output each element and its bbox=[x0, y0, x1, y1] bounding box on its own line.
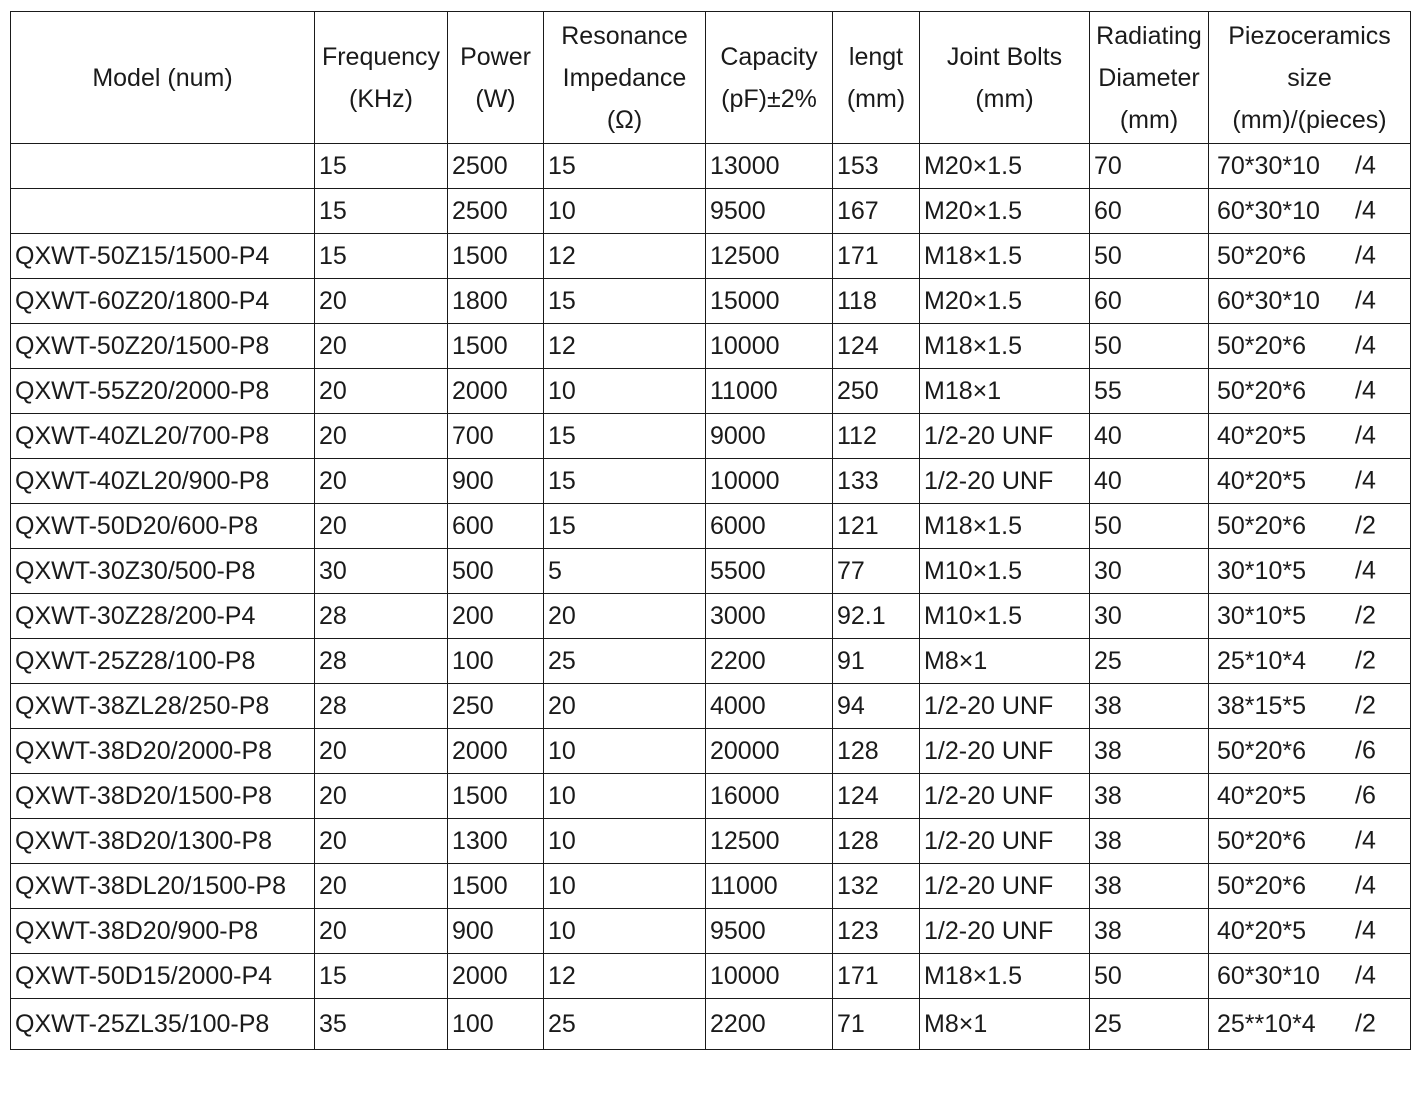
frequency-cell: 15 bbox=[315, 954, 448, 999]
piezo-size: 40*20*5 bbox=[1217, 421, 1306, 450]
capacity-cell: 10000 bbox=[706, 459, 833, 504]
model-cell: QXWT-38D20/1500-P8 bbox=[11, 774, 315, 819]
radiating-diameter-cell: 40 bbox=[1090, 414, 1209, 459]
impedance-cell: 10 bbox=[544, 189, 706, 234]
power-cell: 2000 bbox=[448, 729, 544, 774]
length-cell: 133 bbox=[833, 459, 920, 504]
piezo-size: 30*10*5 bbox=[1217, 601, 1306, 630]
impedance-cell: 15 bbox=[544, 144, 706, 189]
header-joint-bolts bbox=[920, 12, 1090, 144]
impedance-cell: 12 bbox=[544, 234, 706, 279]
piezoceramics-cell bbox=[1209, 594, 1411, 639]
capacity-cell: 6000 bbox=[706, 504, 833, 549]
radiating-diameter-cell: 50 bbox=[1090, 324, 1209, 369]
power-cell: 100 bbox=[448, 639, 544, 684]
joint-bolts-cell: M8×1 bbox=[920, 999, 1090, 1050]
power-cell: 1300 bbox=[448, 819, 544, 864]
piezoceramics-cell bbox=[1209, 639, 1411, 684]
table-row bbox=[11, 279, 1411, 324]
impedance-cell: 10 bbox=[544, 909, 706, 954]
piezo-size: 70*30*10 bbox=[1217, 151, 1320, 180]
header-model bbox=[11, 12, 315, 144]
frequency-cell: 20 bbox=[315, 774, 448, 819]
power-cell: 2000 bbox=[448, 954, 544, 999]
header-row bbox=[11, 12, 1411, 144]
piezo-pieces: /2 bbox=[1355, 601, 1376, 630]
header-piezoceramics-size bbox=[1209, 12, 1411, 144]
impedance-cell: 25 bbox=[544, 639, 706, 684]
model-cell: QXWT-30Z30/500-P8 bbox=[11, 549, 315, 594]
capacity-cell: 3000 bbox=[706, 594, 833, 639]
capacity-cell: 4000 bbox=[706, 684, 833, 729]
table-row bbox=[11, 774, 1411, 819]
table-row bbox=[11, 189, 1411, 234]
table-row bbox=[11, 684, 1411, 729]
header-impedance bbox=[544, 12, 706, 144]
power-cell: 600 bbox=[448, 504, 544, 549]
radiating-diameter-cell: 55 bbox=[1090, 369, 1209, 414]
capacity-cell: 10000 bbox=[706, 324, 833, 369]
frequency-cell: 28 bbox=[315, 639, 448, 684]
piezo-pieces: /2 bbox=[1355, 511, 1376, 540]
capacity-cell: 9500 bbox=[706, 909, 833, 954]
piezo-size: 50*20*6 bbox=[1217, 871, 1306, 900]
impedance-cell: 5 bbox=[544, 549, 706, 594]
header-radiating-diameter bbox=[1090, 12, 1209, 144]
impedance-cell: 15 bbox=[544, 279, 706, 324]
frequency-cell: 28 bbox=[315, 684, 448, 729]
header-line: (mm) bbox=[846, 84, 906, 113]
length-cell: 124 bbox=[833, 774, 920, 819]
table-row bbox=[11, 999, 1411, 1050]
piezo-pieces: /4 bbox=[1355, 961, 1376, 990]
power-cell: 2500 bbox=[448, 189, 544, 234]
frequency-cell: 20 bbox=[315, 369, 448, 414]
piezoceramics-cell bbox=[1209, 819, 1411, 864]
piezo-pieces: /6 bbox=[1355, 736, 1376, 765]
header-line: Power bbox=[460, 42, 531, 71]
frequency-cell: 20 bbox=[315, 909, 448, 954]
model-cell bbox=[11, 144, 315, 189]
length-cell: 92.1 bbox=[833, 594, 920, 639]
piezo-pieces: /4 bbox=[1355, 466, 1376, 495]
model-cell: QXWT-60Z20/1800-P4 bbox=[11, 279, 315, 324]
piezoceramics-cell bbox=[1209, 729, 1411, 774]
transducer-spec-table bbox=[10, 11, 1411, 1050]
joint-bolts-cell: 1/2-20 UNF bbox=[920, 909, 1090, 954]
radiating-diameter-cell: 38 bbox=[1090, 864, 1209, 909]
radiating-diameter-cell: 50 bbox=[1090, 234, 1209, 279]
impedance-cell: 15 bbox=[544, 414, 706, 459]
length-cell: 124 bbox=[833, 324, 920, 369]
frequency-cell: 20 bbox=[315, 864, 448, 909]
piezoceramics-cell bbox=[1209, 414, 1411, 459]
piezo-pieces: /4 bbox=[1355, 241, 1376, 270]
power-cell: 2500 bbox=[448, 144, 544, 189]
header-line: (pF)±2% bbox=[721, 84, 817, 113]
length-cell: 118 bbox=[833, 279, 920, 324]
header-line: Resonance bbox=[561, 21, 688, 50]
table-row bbox=[11, 234, 1411, 279]
frequency-cell: 35 bbox=[315, 999, 448, 1050]
header-line: (Ω) bbox=[606, 105, 643, 134]
joint-bolts-cell: 1/2-20 UNF bbox=[920, 414, 1090, 459]
impedance-cell: 10 bbox=[544, 369, 706, 414]
piezoceramics-cell bbox=[1209, 999, 1411, 1050]
joint-bolts-cell: M10×1.5 bbox=[920, 594, 1090, 639]
radiating-diameter-cell: 25 bbox=[1090, 639, 1209, 684]
radiating-diameter-cell: 38 bbox=[1090, 774, 1209, 819]
model-cell: QXWT-55Z20/2000-P8 bbox=[11, 369, 315, 414]
table-row bbox=[11, 459, 1411, 504]
capacity-cell: 12500 bbox=[706, 234, 833, 279]
piezo-pieces: /4 bbox=[1355, 421, 1376, 450]
header-line: Joint Bolts bbox=[946, 42, 1063, 71]
piezo-pieces: /4 bbox=[1355, 556, 1376, 585]
table-row bbox=[11, 864, 1411, 909]
radiating-diameter-cell: 30 bbox=[1090, 594, 1209, 639]
piezo-pieces: /6 bbox=[1355, 781, 1376, 810]
length-cell: 171 bbox=[833, 234, 920, 279]
model-cell: QXWT-50Z20/1500-P8 bbox=[11, 324, 315, 369]
piezo-size: 30*10*5 bbox=[1217, 556, 1306, 585]
length-cell: 121 bbox=[833, 504, 920, 549]
length-cell: 128 bbox=[833, 819, 920, 864]
piezo-size: 40*20*5 bbox=[1217, 781, 1306, 810]
piezo-size: 50*20*6 bbox=[1217, 331, 1306, 360]
radiating-diameter-cell: 60 bbox=[1090, 279, 1209, 324]
model-cell: QXWT-38D20/2000-P8 bbox=[11, 729, 315, 774]
capacity-cell: 10000 bbox=[706, 954, 833, 999]
length-cell: 128 bbox=[833, 729, 920, 774]
radiating-diameter-cell: 38 bbox=[1090, 729, 1209, 774]
capacity-cell: 2200 bbox=[706, 999, 833, 1050]
piezoceramics-cell bbox=[1209, 909, 1411, 954]
power-cell: 1500 bbox=[448, 774, 544, 819]
table-row bbox=[11, 729, 1411, 774]
frequency-cell: 30 bbox=[315, 549, 448, 594]
header-line: Diameter bbox=[1098, 63, 1200, 92]
piezo-pieces: /4 bbox=[1355, 871, 1376, 900]
piezo-size: 50*20*6 bbox=[1217, 736, 1306, 765]
capacity-cell: 5500 bbox=[706, 549, 833, 594]
header-line: Impedance bbox=[562, 63, 687, 92]
table-row bbox=[11, 324, 1411, 369]
radiating-diameter-cell: 50 bbox=[1090, 504, 1209, 549]
piezoceramics-cell bbox=[1209, 954, 1411, 999]
capacity-cell: 9500 bbox=[706, 189, 833, 234]
capacity-cell: 2200 bbox=[706, 639, 833, 684]
piezo-pieces: /4 bbox=[1355, 376, 1376, 405]
power-cell: 1500 bbox=[448, 234, 544, 279]
frequency-cell: 15 bbox=[315, 189, 448, 234]
power-cell: 700 bbox=[448, 414, 544, 459]
model-cell: QXWT-50Z15/1500-P4 bbox=[11, 234, 315, 279]
frequency-cell: 20 bbox=[315, 459, 448, 504]
header-line: Model (num) bbox=[92, 63, 233, 92]
piezoceramics-cell bbox=[1209, 189, 1411, 234]
frequency-cell: 20 bbox=[315, 414, 448, 459]
power-cell: 100 bbox=[448, 999, 544, 1050]
joint-bolts-cell: M20×1.5 bbox=[920, 189, 1090, 234]
table-row bbox=[11, 909, 1411, 954]
piezoceramics-cell bbox=[1209, 504, 1411, 549]
table-row bbox=[11, 594, 1411, 639]
joint-bolts-cell: 1/2-20 UNF bbox=[920, 864, 1090, 909]
header-line: Radiating bbox=[1096, 21, 1202, 50]
impedance-cell: 20 bbox=[544, 594, 706, 639]
piezoceramics-cell bbox=[1209, 369, 1411, 414]
header-length bbox=[833, 12, 920, 144]
piezoceramics-cell bbox=[1209, 459, 1411, 504]
length-cell: 153 bbox=[833, 144, 920, 189]
model-cell: QXWT-40ZL20/900-P8 bbox=[11, 459, 315, 504]
length-cell: 94 bbox=[833, 684, 920, 729]
table-row bbox=[11, 639, 1411, 684]
header-capacity bbox=[706, 12, 833, 144]
joint-bolts-cell: M8×1 bbox=[920, 639, 1090, 684]
header-line: (W) bbox=[475, 84, 516, 113]
header-line: (mm) bbox=[1119, 105, 1179, 134]
length-cell: 123 bbox=[833, 909, 920, 954]
model-cell: QXWT-38D20/900-P8 bbox=[11, 909, 315, 954]
header-line: (mm) bbox=[975, 84, 1034, 113]
joint-bolts-cell: M18×1.5 bbox=[920, 954, 1090, 999]
piezo-size: 40*20*5 bbox=[1217, 916, 1306, 945]
table-header bbox=[11, 12, 1411, 144]
model-cell: QXWT-40ZL20/700-P8 bbox=[11, 414, 315, 459]
radiating-diameter-cell: 38 bbox=[1090, 684, 1209, 729]
model-cell: QXWT-38DL20/1500-P8 bbox=[11, 864, 315, 909]
radiating-diameter-cell: 38 bbox=[1090, 909, 1209, 954]
piezo-size: 60*30*10 bbox=[1217, 196, 1320, 225]
power-cell: 200 bbox=[448, 594, 544, 639]
power-cell: 250 bbox=[448, 684, 544, 729]
piezo-pieces: /2 bbox=[1355, 646, 1376, 675]
table-row bbox=[11, 414, 1411, 459]
piezo-size: 50*20*6 bbox=[1217, 511, 1306, 540]
radiating-diameter-cell: 70 bbox=[1090, 144, 1209, 189]
joint-bolts-cell: M18×1.5 bbox=[920, 234, 1090, 279]
capacity-cell: 11000 bbox=[706, 864, 833, 909]
length-cell: 77 bbox=[833, 549, 920, 594]
table-row bbox=[11, 369, 1411, 414]
piezoceramics-cell bbox=[1209, 684, 1411, 729]
power-cell: 900 bbox=[448, 909, 544, 954]
piezo-size: 38*15*5 bbox=[1217, 691, 1306, 720]
piezo-pieces: /4 bbox=[1355, 331, 1376, 360]
impedance-cell: 10 bbox=[544, 729, 706, 774]
power-cell: 1800 bbox=[448, 279, 544, 324]
piezo-size: 25*10*4 bbox=[1217, 646, 1306, 675]
power-cell: 900 bbox=[448, 459, 544, 504]
joint-bolts-cell: M10×1.5 bbox=[920, 549, 1090, 594]
capacity-cell: 9000 bbox=[706, 414, 833, 459]
table-row bbox=[11, 504, 1411, 549]
joint-bolts-cell: 1/2-20 UNF bbox=[920, 819, 1090, 864]
piezoceramics-cell bbox=[1209, 864, 1411, 909]
joint-bolts-cell: 1/2-20 UNF bbox=[920, 729, 1090, 774]
joint-bolts-cell: M18×1.5 bbox=[920, 324, 1090, 369]
piezo-size: 50*20*6 bbox=[1217, 826, 1306, 855]
length-cell: 167 bbox=[833, 189, 920, 234]
header-line: Frequency bbox=[321, 42, 441, 71]
header-line: (mm)/(pieces) bbox=[1232, 105, 1387, 134]
header-line: lengt bbox=[848, 42, 904, 71]
piezoceramics-cell bbox=[1209, 774, 1411, 819]
length-cell: 132 bbox=[833, 864, 920, 909]
header-line: Piezoceramics bbox=[1228, 21, 1391, 50]
piezo-pieces: /4 bbox=[1355, 826, 1376, 855]
piezo-pieces: /2 bbox=[1355, 1009, 1376, 1038]
length-cell: 71 bbox=[833, 999, 920, 1050]
impedance-cell: 25 bbox=[544, 999, 706, 1050]
power-cell: 1500 bbox=[448, 324, 544, 369]
radiating-diameter-cell: 50 bbox=[1090, 954, 1209, 999]
piezo-size: 25**10*4 bbox=[1217, 1009, 1316, 1038]
radiating-diameter-cell: 38 bbox=[1090, 819, 1209, 864]
piezo-pieces: /4 bbox=[1355, 151, 1376, 180]
impedance-cell: 10 bbox=[544, 864, 706, 909]
piezo-size: 50*20*6 bbox=[1217, 241, 1306, 270]
capacity-cell: 15000 bbox=[706, 279, 833, 324]
piezo-size: 60*30*10 bbox=[1217, 961, 1320, 990]
radiating-diameter-cell: 30 bbox=[1090, 549, 1209, 594]
table-row bbox=[11, 954, 1411, 999]
piezoceramics-cell bbox=[1209, 549, 1411, 594]
piezo-size: 50*20*6 bbox=[1217, 376, 1306, 405]
impedance-cell: 12 bbox=[544, 954, 706, 999]
frequency-cell: 15 bbox=[315, 144, 448, 189]
frequency-cell: 15 bbox=[315, 234, 448, 279]
frequency-cell: 20 bbox=[315, 279, 448, 324]
table-row bbox=[11, 819, 1411, 864]
piezo-size: 40*20*5 bbox=[1217, 466, 1306, 495]
capacity-cell: 20000 bbox=[706, 729, 833, 774]
piezoceramics-cell bbox=[1209, 324, 1411, 369]
model-cell: QXWT-25Z28/100-P8 bbox=[11, 639, 315, 684]
length-cell: 171 bbox=[833, 954, 920, 999]
joint-bolts-cell: M18×1 bbox=[920, 369, 1090, 414]
piezo-pieces: /2 bbox=[1355, 691, 1376, 720]
model-cell: QXWT-50D20/600-P8 bbox=[11, 504, 315, 549]
piezo-pieces: /4 bbox=[1355, 196, 1376, 225]
piezo-size: 60*30*10 bbox=[1217, 286, 1320, 315]
radiating-diameter-cell: 40 bbox=[1090, 459, 1209, 504]
radiating-diameter-cell: 25 bbox=[1090, 999, 1209, 1050]
frequency-cell: 20 bbox=[315, 729, 448, 774]
capacity-cell: 16000 bbox=[706, 774, 833, 819]
impedance-cell: 15 bbox=[544, 459, 706, 504]
piezo-pieces: /4 bbox=[1355, 916, 1376, 945]
piezoceramics-cell bbox=[1209, 234, 1411, 279]
power-cell: 1500 bbox=[448, 864, 544, 909]
joint-bolts-cell: 1/2-20 UNF bbox=[920, 684, 1090, 729]
impedance-cell: 15 bbox=[544, 504, 706, 549]
piezoceramics-cell bbox=[1209, 144, 1411, 189]
impedance-cell: 10 bbox=[544, 819, 706, 864]
model-cell: QXWT-25ZL35/100-P8 bbox=[11, 999, 315, 1050]
frequency-cell: 20 bbox=[315, 324, 448, 369]
joint-bolts-cell: 1/2-20 UNF bbox=[920, 459, 1090, 504]
header-line: Capacity bbox=[720, 42, 818, 71]
header-frequency bbox=[315, 12, 448, 144]
piezoceramics-cell bbox=[1209, 279, 1411, 324]
model-cell: QXWT-50D15/2000-P4 bbox=[11, 954, 315, 999]
length-cell: 91 bbox=[833, 639, 920, 684]
header-line: (KHz) bbox=[349, 84, 413, 113]
impedance-cell: 12 bbox=[544, 324, 706, 369]
model-cell: QXWT-30Z28/200-P4 bbox=[11, 594, 315, 639]
length-cell: 250 bbox=[833, 369, 920, 414]
header-power bbox=[448, 12, 544, 144]
impedance-cell: 20 bbox=[544, 684, 706, 729]
frequency-cell: 28 bbox=[315, 594, 448, 639]
capacity-cell: 11000 bbox=[706, 369, 833, 414]
joint-bolts-cell: 1/2-20 UNF bbox=[920, 774, 1090, 819]
frequency-cell: 20 bbox=[315, 504, 448, 549]
header-line: size bbox=[1287, 63, 1332, 92]
power-cell: 2000 bbox=[448, 369, 544, 414]
joint-bolts-cell: M20×1.5 bbox=[920, 279, 1090, 324]
capacity-cell: 13000 bbox=[706, 144, 833, 189]
joint-bolts-cell: M18×1.5 bbox=[920, 504, 1090, 549]
model-cell bbox=[11, 189, 315, 234]
length-cell: 112 bbox=[833, 414, 920, 459]
power-cell: 500 bbox=[448, 549, 544, 594]
frequency-cell: 20 bbox=[315, 819, 448, 864]
radiating-diameter-cell: 60 bbox=[1090, 189, 1209, 234]
joint-bolts-cell: M20×1.5 bbox=[920, 144, 1090, 189]
impedance-cell: 10 bbox=[544, 774, 706, 819]
table-row bbox=[11, 549, 1411, 594]
model-cell: QXWT-38ZL28/250-P8 bbox=[11, 684, 315, 729]
piezo-pieces: /4 bbox=[1355, 286, 1376, 315]
capacity-cell: 12500 bbox=[706, 819, 833, 864]
model-cell: QXWT-38D20/1300-P8 bbox=[11, 819, 315, 864]
table-body bbox=[11, 144, 1411, 1050]
table-row bbox=[11, 144, 1411, 189]
